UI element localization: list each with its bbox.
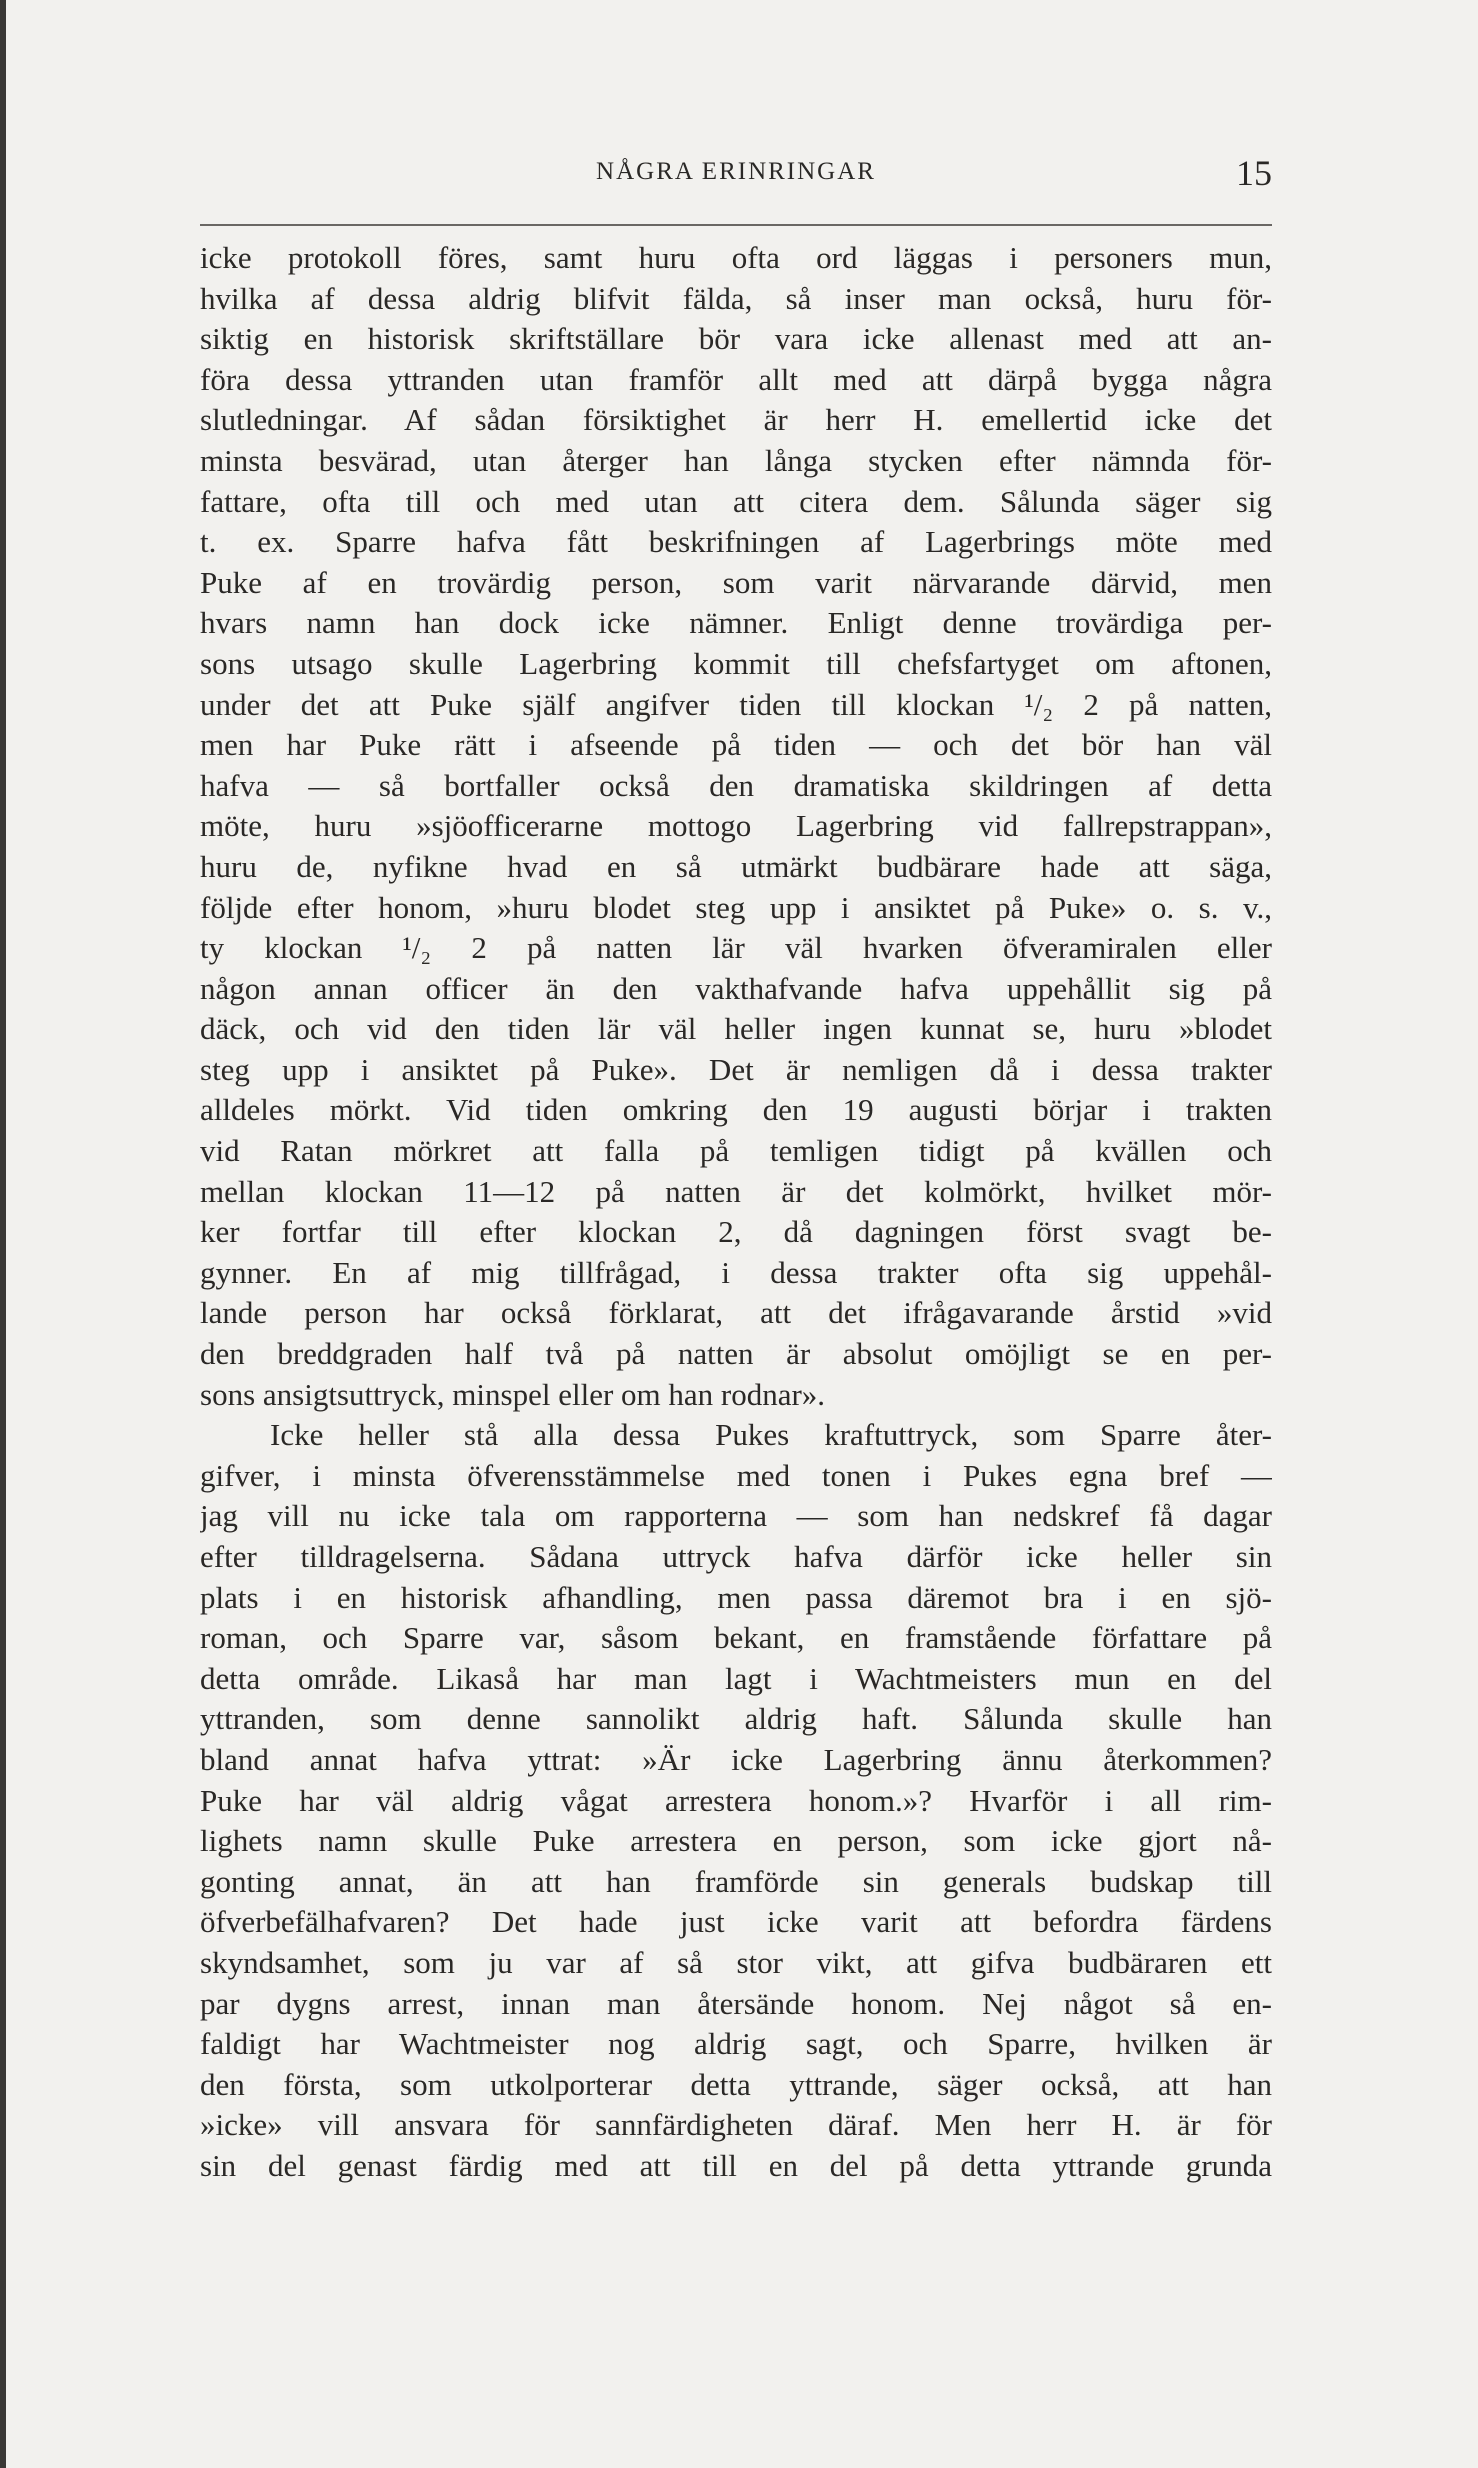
text-line: hafva — så bortfaller också den dramatiska skildringen af detta [200,767,1272,803]
text-line: detta område. Likaså har man lagt i Wachtmeisters mun en del [200,1660,1272,1696]
text-line: yttranden, som denne sannolikt aldrig haft. Sålunda skulle han [200,1701,1272,1737]
text-line: sin del genast färdig med att till en del på detta yttrande grunda [200,2147,1272,2183]
text-line: Puke har väl aldrig vågat arrestera honom.»? Hvarför i all rim- [200,1782,1272,1818]
text-line: siktig en historisk skriftställare bör vara icke allenast med att an- [200,321,1272,357]
text-line: efter tilldragelserna. Sådana uttryck hafva därför icke heller sin [200,1539,1272,1574]
text-line: möte, huru »sjöofficerarne mottogo Lagerbring vid fallrepstrappan», [200,808,1272,844]
paragraph-2 [200,1415,1272,2186]
text-line: sons ansigtsuttryck, minspel eller om han rodnar». [200,1376,826,1412]
text-line: gynner. En af mig tillfrågad, i dessa trakter ofta sig uppehål- [200,1254,1272,1290]
text-line: par dygns arrest, innan man återsände honom. Nej något så en- [200,1985,1272,2021]
text-line: ty klockan ¹/₂ 2 på natten lär väl hvarken öfveramiralen eller [200,930,1272,966]
text-line: ker fortfar till efter klockan 2, då dagningen först svagt be- [200,1214,1272,1250]
running-head: NÅGRA ERINRINGAR [596,158,876,185]
body-text [200,238,1272,2187]
text-line: faldigt har Wachtmeister nog aldrig sagt, och Sparre, hvilken är [200,2026,1272,2062]
text-line: någon annan officer än den vakthafvande hafva uppehållit sig på [200,970,1272,1006]
text-line: skyndsamhet, som ju var af så stor vikt, att gifva budbäraren ett [200,1944,1272,1980]
text-line: roman, och Sparre var, såsom bekant, en framstående författare på [200,1620,1272,1656]
text-line: den breddgraden half två på natten är absolut omöjligt se en per- [200,1336,1272,1372]
text-line: icke protokoll föres, samt huru ofta ord läggas i personers mun, [200,240,1272,275]
paragraph-1 [200,238,1272,1415]
header-rule [200,224,1272,226]
text-line: steg upp i ansiktet på Puke». Det är nemligen då i dessa trakter [200,1051,1272,1087]
text-line: lighets namn skulle Puke arrestera en person, som icke gjort nå- [200,1823,1272,1859]
text-line: däck, och vid den tiden lär väl heller ingen kunnat se, huru »blodet [200,1011,1272,1047]
text-line: minsta besvärad, utan återger han långa stycken efter nämnda för- [200,442,1272,478]
text-line: t. ex. Sparre hafva fått beskrifningen af Lagerbrings möte med [200,524,1272,560]
text-line: vid Ratan mörkret att falla på temligen tidigt på kvällen och [200,1133,1272,1169]
text-line: under det att Puke själf angifver tiden till klockan ¹/₂ 2 på natten, [200,686,1272,722]
text-line: fattare, ofta till och med utan att citera dem. Sålunda säger sig [200,483,1272,519]
text-line: gonting annat, än att han framförde sin generals budskap till [200,1863,1272,1899]
text-line: sons utsago skulle Lagerbring kommit till chefsfartyget om aftonen, [200,645,1272,681]
text-line: huru de, nyfikne hvad en så utmärkt budbärare hade att säga, [200,848,1272,884]
text-line: Icke heller stå alla dessa Pukes kraftuttryck, som Sparre åter- [270,1417,1272,1453]
text-line: hvilka af dessa aldrig blifvit fälda, så inser man också, huru för- [200,280,1272,316]
text-line: plats i en historisk afhandling, men passa däremot bra i en sjö- [200,1579,1272,1615]
page-number: 15 [1236,153,1272,193]
text-line: slutledningar. Af sådan försiktighet är herr H. emellertid icke det [200,402,1272,438]
text-line: bland annat hafva yttrat: »Är icke Lagerbring ännu återkommen? [200,1741,1272,1777]
text-line: men har Puke rätt i afseende på tiden — och det bör han väl [200,727,1272,763]
page-left-edge [0,0,6,2468]
text-line: Puke af en trovärdig person, som varit närvarande därvid, men [200,564,1272,600]
text-line: föra dessa yttranden utan framför allt med att därpå bygga några [200,361,1272,397]
page-header [200,153,1272,208]
text-line: gifver, i minsta öfverensstämmelse med tonen i Pukes egna bref — [200,1457,1272,1493]
text-line: följde efter honom, »huru blodet steg upp i ansiktet på Puke» o. s. v., [200,889,1272,925]
text-line: hvars namn han dock icke nämner. Enligt denne trovärdiga per- [200,605,1272,641]
text-line: lande person har också förklarat, att det ifrågavarande årstid »vid [200,1295,1272,1331]
text-line: mellan klockan 11—12 på natten är det kolmörkt, hvilket mör- [200,1173,1272,1209]
text-line: »icke» vill ansvara för sannfärdigheten däraf. Men herr H. är för [200,2107,1272,2143]
text-line: alldeles mörkt. Vid tiden omkring den 19 augusti börjar i trakten [200,1092,1272,1128]
text-line: öfverbefälhafvaren? Det hade just icke varit att befordra färdens [200,1904,1272,1940]
text-line: den första, som utkolporterar detta yttrande, säger också, att han [200,2066,1272,2102]
text-line: jag vill nu icke tala om rapporterna — som han nedskref få dagar [200,1498,1272,1534]
